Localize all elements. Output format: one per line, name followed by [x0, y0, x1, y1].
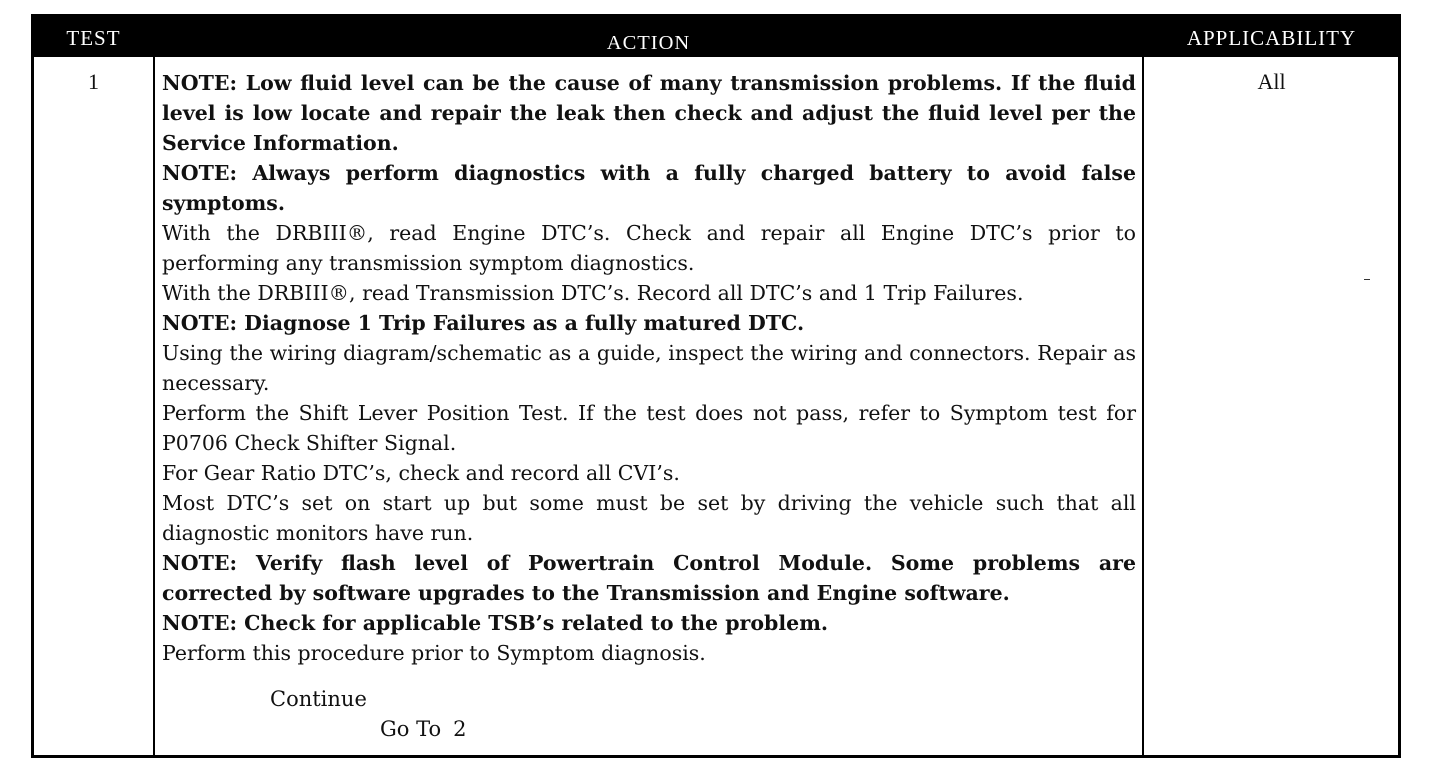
goto-target: 2 — [453, 717, 467, 741]
applicability-value: All — [1257, 69, 1286, 94]
goto-link[interactable] — [380, 714, 467, 744]
instruction-paragraph: Using the wiring diagram/schematic as a guide, inspect the wiring and connectors. Repair as necessary. — [162, 341, 1136, 395]
stray-mark — [1364, 279, 1370, 280]
note-paragraph: NOTE: Always perform diagnostics with a fully charged battery to avoid false symptoms. — [162, 161, 1136, 215]
note-paragraph: NOTE: Low fluid level can be the cause of many transmission problems. If the fluid level is low locate and repair the leak then check and adjust the fluid level per the Service Information. — [162, 71, 1136, 155]
table-row — [34, 57, 1398, 755]
goto-label: Go To — [380, 717, 442, 741]
action-cell — [162, 68, 1136, 668]
instruction-paragraph: With the DRBIII®, read Engine DTC’s. Check and repair all Engine DTC’s prior to performing any transmission symptom diagnostics. — [162, 221, 1136, 275]
note-paragraph: NOTE: Verify flash level of Powertrain Control Module. Some problems are corrected by software upgrades to the Transmission and Engine software. — [162, 551, 1136, 605]
header-action: ACTION — [606, 32, 691, 54]
diagnostic-table — [31, 14, 1401, 758]
header-applicability: APPLICABILITY — [1186, 26, 1357, 50]
table-header-row — [34, 17, 1398, 57]
header-test: TEST — [66, 26, 121, 50]
note-paragraph: NOTE: Check for applicable TSB’s related to the problem. — [162, 611, 829, 635]
instruction-paragraph: With the DRBIII®, read Transmission DTC’s. Record all DTC’s and 1 Trip Failures. — [162, 281, 1024, 305]
instruction-paragraph: Perform the Shift Lever Position Test. If the test does not pass, refer to Symptom test for P0706 Check Shifter Signal. — [162, 401, 1136, 455]
note-paragraph: NOTE: Diagnose 1 Trip Failures as a fully matured DTC. — [162, 311, 805, 335]
instruction-paragraph: For Gear Ratio DTC’s, check and record all CVI’s. — [162, 461, 680, 485]
continue-label: Continue — [270, 687, 367, 711]
column-divider — [153, 57, 155, 755]
instruction-paragraph: Perform this procedure prior to Symptom diagnosis. — [162, 641, 706, 665]
test-number: 1 — [88, 69, 99, 94]
column-divider — [1142, 57, 1144, 755]
instruction-paragraph: Most DTC’s set on start up but some must be set by driving the vehicle such that all diagnostic monitors have run. — [162, 491, 1136, 545]
